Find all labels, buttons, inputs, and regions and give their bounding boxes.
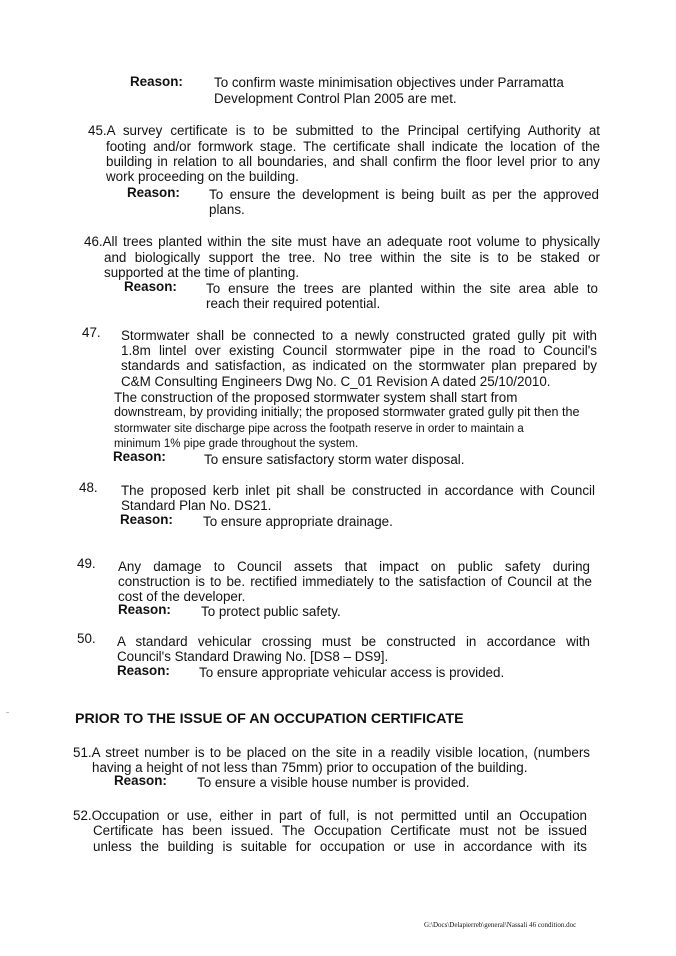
condition-line: 52.Occupation or use, either in part of full, is not permitted until an Occupation <box>73 808 587 823</box>
condition-line: minimum 1% pipe grade throughout the system. <box>114 438 359 450</box>
reason-text-line: Development Control Plan 2005 are met. <box>214 91 457 106</box>
condition-line: A standard vehicular crossing must be constructed in accordance with <box>117 634 590 649</box>
condition-line: building in relation to all boundaries, and shall confirm the floor level prior to any <box>106 154 600 169</box>
reason-text-line: To confirm waste minimisation objectives under Parramatta <box>214 75 564 90</box>
section-heading: PRIOR TO THE ISSUE OF AN OCCUPATION CERTIFICATE <box>75 711 464 727</box>
condition-line: construction is to be. rectified immediately to the satisfaction of Council at the <box>118 574 592 589</box>
condition-line: and biologically support the tree. No tree within the site is to be staked or <box>104 250 600 265</box>
reason-text-line: plans. <box>209 202 245 217</box>
condition-line: work proceeding on the building. <box>106 169 299 184</box>
condition-line: unless the building is suitable for occupation or use in accordance with its <box>93 839 587 854</box>
condition-line: having a height of not less than 75mm) prior to occupation of the building. <box>92 760 528 775</box>
condition-line: Any damage to Council assets that impact on public safety during <box>118 559 590 574</box>
condition-line: 45.A survey certificate is to be submitted to the Principal certifying Authority at <box>88 123 600 138</box>
reason-text-line: To ensure satisfactory storm water disposal. <box>204 452 465 467</box>
reason-label: Reason: <box>118 602 171 617</box>
reason-text-line: To ensure appropriate vehicular access is provided. <box>199 665 505 680</box>
reason-text-line: To ensure the development is being built as per the approved <box>209 187 599 202</box>
reason-text-line: To ensure a visible house number is provided. <box>197 775 470 790</box>
footer-file-path: G:\Docs\Delapierreb\general\Nassali 46 condition.doc <box>424 921 577 929</box>
condition-line: Certificate has been issued. The Occupation Certificate must not be issued <box>93 823 587 838</box>
condition-line: Stormwater shall be connected to a newly constructed grated gully pit with <box>121 328 597 343</box>
condition-line: 46.All trees planted within the site must have an adequate root volume to physically <box>84 234 600 249</box>
condition-number: 49. <box>77 556 96 571</box>
reason-text-line: To ensure appropriate drainage. <box>203 514 393 529</box>
reason-text-line: reach their required potential. <box>206 296 381 311</box>
condition-line: standards and satisfaction, as indicated on the stormwater plan prepared by <box>121 358 597 373</box>
condition-line: cost of the developer. <box>118 589 246 604</box>
condition-line: supported at the time of planting. <box>104 265 300 280</box>
condition-line: 1.8m lintel over existing Council stormwater pipe in the road to Council's <box>121 343 597 358</box>
condition-line: Council's Standard Drawing No. [DS8 – DS9]. <box>117 649 389 664</box>
condition-line: footing and/or formwork stage. The certificate shall indicate the location of the <box>106 139 600 154</box>
reason-label: Reason: <box>117 663 170 678</box>
reason-label: Reason: <box>124 279 177 294</box>
margin-mark <box>6 712 9 713</box>
reason-label: Reason: <box>130 74 183 89</box>
reason-text-line: To protect public safety. <box>201 604 341 619</box>
condition-number: 50. <box>77 631 96 646</box>
reason-text-line: To ensure the trees are planted within the site area able to <box>206 281 598 296</box>
condition-line: C&M Consulting Engineers Dwg No. C_01 Revision A dated 25/10/2010. <box>121 374 551 389</box>
condition-line: Standard Plan No. DS21. <box>121 498 272 513</box>
reason-label: Reason: <box>127 185 180 200</box>
condition-line: 51.A street number is to be placed on the site in a readily visible location, (numbers <box>73 745 590 760</box>
reason-label: Reason: <box>120 512 173 527</box>
condition-line: stormwater site discharge pipe across the footpath reserve in order to maintain a <box>114 423 524 435</box>
reason-label: Reason: <box>113 449 166 464</box>
condition-line: downstream, by providing initially; the proposed stormwater grated gully pit then the <box>114 405 580 419</box>
condition-line: The proposed kerb inlet pit shall be constructed in accordance with Council <box>121 483 595 498</box>
condition-number: 47. <box>82 325 101 340</box>
condition-number: 48. <box>79 480 98 495</box>
condition-line: The construction of the proposed stormwater system shall start from <box>114 390 518 405</box>
reason-label: Reason: <box>114 773 167 788</box>
